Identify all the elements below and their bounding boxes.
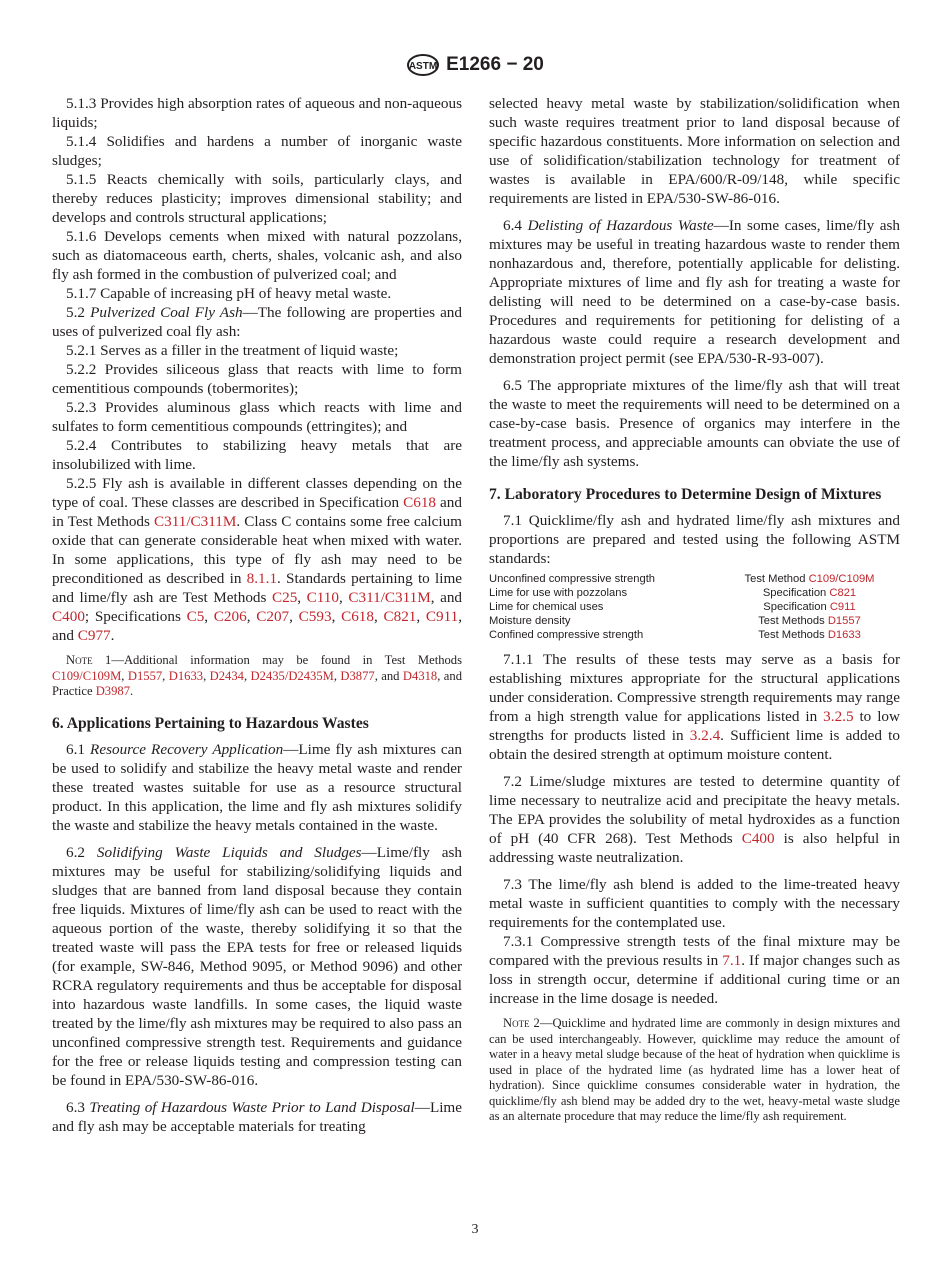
para-5-2: 5.2 Pulverized Coal Fly Ash—The following are properties and uses of pulverized coal fly ash: (52, 304, 462, 340)
ref-link[interactable]: 7.1 (722, 952, 742, 969)
para-6-1: 6.1 Resource Recovery Application—Lime fly ash mixtures can be used to solidify and stabilize the heavy metal waste and render these treated wastes suitable for use as a resource structural product. In this application, the lime and fly ash mixtures solidify the waste and stabilize the heavy metals contained in the waste. (52, 740, 462, 834)
ref-link[interactable]: D1557 (827, 615, 861, 627)
ref-link[interactable]: C821 (829, 587, 857, 599)
section-6-heading: 6. Applications Pertaining to Hazardous Wastes (52, 714, 369, 732)
para-7-3: 7.3 The lime/fly ash blend is added to the lime-treated heavy metal waste in sufficient quantities to comply with the necessary requirements for the contemplated use. (489, 876, 900, 931)
ref-link[interactable]: C109/C109M (808, 573, 875, 585)
ref-link[interactable]: C911 (425, 608, 459, 625)
para-6-3-continued: selected heavy metal waste by stabilization/solidification when such waste requires treatment prior to land disposal because of specific hazardous constituents. More information on selection and use of solidification/stabilization technology for treatment of wastes is available in EPA/600/R-09/148, while specific requirements are listed in EPA/530-SW-86-016. (489, 95, 900, 207)
ref-link[interactable]: C25 (271, 589, 298, 606)
para-7-2: 7.2 Lime/sludge mixtures are tested to determine quantity of lime necessary to neutralize acid and precipitate the heavy metals. The EPA provides the solubility of metal hydroxides as a function of pH (40 CFR 268). Test Methods C400 is also helpful in addressing waste neutralization. (489, 773, 900, 866)
ref-link[interactable]: C311/C311M (348, 589, 431, 606)
svg-text:ASTM: ASTM (408, 61, 438, 72)
para-6-3: 6.3 Treating of Hazardous Waste Prior to Land Disposal—Lime and fly ash may be acceptable materials for treating (52, 1098, 462, 1135)
para-5-1-5: 5.1.5 Reacts chemically with soils, particularly clays, and thereby reduces plasticity; improves dimensional stability; and develops and controls structural applications; (52, 171, 462, 226)
note-2: Note 2—Quicklime and hydrated lime are commonly in design mixtures and can be used interchangeably. However, quicklime may reduce the amount of water in a heavy metal sludge because of the heat of hydration when quicklime is used in place of the hydrated lime (as hydrated lime has a lower heat of hydration). Since quicklime consumes considerable water in hydration, the quicklime/fly ash blend may be added dry to the wet, heavy-metal waste sludge as an alternate procedure that may reduce the lime/fly ash requirement. (489, 1016, 900, 1123)
table-row: Lime for use with pozzolans Specification C821 (489, 587, 857, 599)
note-1: Note 1—Additional information may be found in Test Methods C109/C109M, D1557, D1633, D2434, D2435/D2435M, D3877, and D4318, and Practice D3987. (52, 653, 462, 698)
ref-link[interactable]: D4318 (402, 668, 438, 683)
ref-link[interactable]: D1633 (168, 668, 204, 683)
astm-logo-icon (406, 53, 440, 77)
ref-link[interactable]: C821 (383, 608, 417, 625)
para-7-3-1: 7.3.1 Compressive strength tests of the final mixture may be compared with the previous results in 7.1. If major changes such as loss in strength occur, determine if additional curing time or an increase in the lime dosage is needed. (489, 933, 900, 1007)
page-number: 3 (471, 1222, 479, 1237)
para-6-5: 6.5 The appropriate mixtures of the lime/fly ash that will treat the waste to meet the requirements will need to be determined on a case-by-case basis. Presence of organics may interfere in the treatment process, and appreciable amounts can obviate the use of the lime/fly ash systems. (489, 377, 900, 470)
para-6-2: 6.2 Solidifying Waste Liquids and Sludges—Lime/fly ash mixtures may be useful for stabilizing/solidifying liquids and sludges that are banned from land disposal because they contain free liquids. Mixtures of lime/fly ash can be used to react with the aqueous portion of the waste, thereby solidifying it so that the treated waste will pass the EPA tests for free or released liquids (for example, SW-846, Method 9095, or Method 9096) and other RCRA regulatory requirements and thus be acceptable for disposal into hazardous waste landfills. In some cases, the liquid waste treated by the lime/fly ash mixtures may be required to also pass an unconfined compressive strength test. Requirements and guidance for the free or release liquids testing and compression testing can be found in EPA/530-SW-86-016. (52, 843, 463, 1089)
ref-link[interactable]: C977 (77, 627, 111, 644)
ref-link[interactable]: 3.2.5 (823, 708, 854, 725)
para-5-2-1: 5.2.1 Serves as a filler in the treatment of liquid waste; (66, 342, 399, 359)
para-6-4: 6.4 Delisting of Hazardous Waste—In some cases, lime/fly ash mixtures may be useful in treating hazardous waste to render them nonhazardous and, therefore, potentially applicable for delisting. Appropriate mixtures of lime and fly ash for treating a waste for delisting will need to be determined on a case-by-case basis. Procedures and requirements for petitioning for delisting of a hazardous waste could require a research development and demonstration project permit (see EPA/530-R-93-007). (489, 217, 900, 367)
ref-link[interactable]: C5 (186, 608, 205, 625)
para-5-1-4: 5.1.4 Solidifies and hardens a number of inorganic waste sludges; (52, 133, 462, 169)
right-column (489, 94, 900, 1125)
standards-table (489, 572, 900, 642)
ref-link[interactable]: D3877 (340, 668, 375, 683)
ref-link[interactable]: C400 (52, 608, 85, 625)
para-5-1-3: 5.1.3 Provides high absorption rates of aqueous and non-aqueous liquids; (52, 95, 462, 131)
document-designation: E1266 − 20 (446, 54, 544, 75)
ref-link[interactable]: C109/C109M (52, 668, 122, 683)
table-row: Unconfined compressive strength Test Method C109/C109M (489, 573, 875, 585)
page-header (0, 50, 950, 80)
para-7-1: 7.1 Quicklime/fly ash and hydrated lime/fly ash mixtures and proportions are prepared and tested using the following ASTM standards: (489, 512, 900, 567)
para-7-1-1: 7.1.1 The results of these tests may serve as a basis for establishing mixtures appropriate for the structural applications under consideration. Compressive strength requirements may range from a high strength value for applications listed in 3.2.5 to low strengths for products listed in 3.2.4. Sufficient lime is added to obtain the desired strength at optimum moisture content. (489, 651, 900, 763)
table-row: Confined compressive strength Test Methods D1633 (489, 629, 861, 641)
ref-link[interactable]: C911 (829, 601, 856, 613)
ref-link[interactable]: C618 (403, 494, 437, 511)
left-column (52, 94, 462, 1136)
ref-link[interactable]: C593 (298, 608, 332, 625)
ref-link[interactable]: D2434 (209, 668, 244, 683)
para-5-2-4: 5.2.4 Contributes to stabilizing heavy metals that are insolubilized with lime. (52, 437, 462, 473)
ref-link[interactable]: C400 (741, 830, 775, 847)
ref-link[interactable]: C110 (306, 589, 339, 606)
para-5-2-2: 5.2.2 Provides siliceous glass that reacts with lime to form cementitious compounds (tobermorites); (52, 361, 462, 397)
para-5-2-3: 5.2.3 Provides aluminous glass which reacts with lime and sulfates to form cementitious compounds (ettringites); and (52, 399, 462, 435)
para-5-1-7: 5.1.7 Capable of increasing pH of heavy metal waste. (66, 285, 392, 302)
section-7-heading: 7. Laboratory Procedures to Determine Design of Mixtures (489, 486, 882, 503)
ref-link[interactable]: C618 (341, 608, 374, 625)
table-row: Lime for chemical uses Specification C911 (489, 601, 856, 613)
ref-link[interactable]: C207 (256, 608, 290, 625)
ref-link[interactable]: D2435/D2435M (250, 668, 334, 683)
para-5-1-6: 5.1.6 Develops cements when mixed with natural pozzolans, such as diatomaceous earth, cherts, shales, volcanic ash, and also fly ash formed in the combustion of pulverized coal; and (52, 228, 462, 283)
ref-link[interactable]: 8.1.1 (246, 570, 278, 587)
ref-link[interactable]: D1557 (127, 668, 163, 683)
ref-link[interactable]: C311/C311M (153, 513, 237, 530)
ref-link[interactable]: D1633 (827, 629, 861, 641)
para-5-2-5: 5.2.5 Fly ash is available in different classes depending on the type of coal. These classes are described in Specification C618 and in Test Methods C311/C311M. Class C contains some free calcium oxide that can generate considerable heat when mixed with water. In some applications, this type of fly ash may need to be preconditioned as described in 8.1.1. Standards pertaining to lime and lime/fly ash are Test Methods C25, C110, C311/C311M, and C400; Specifications C5, C206, C207, C593, C618, C821, C911, and C977. (52, 475, 463, 644)
ref-link[interactable]: D3987 (95, 684, 130, 698)
ref-link[interactable]: 3.2.4 (689, 727, 721, 744)
ref-link[interactable]: C206 (213, 608, 247, 625)
table-row: Moisture density Test Methods D1557 (489, 615, 861, 627)
